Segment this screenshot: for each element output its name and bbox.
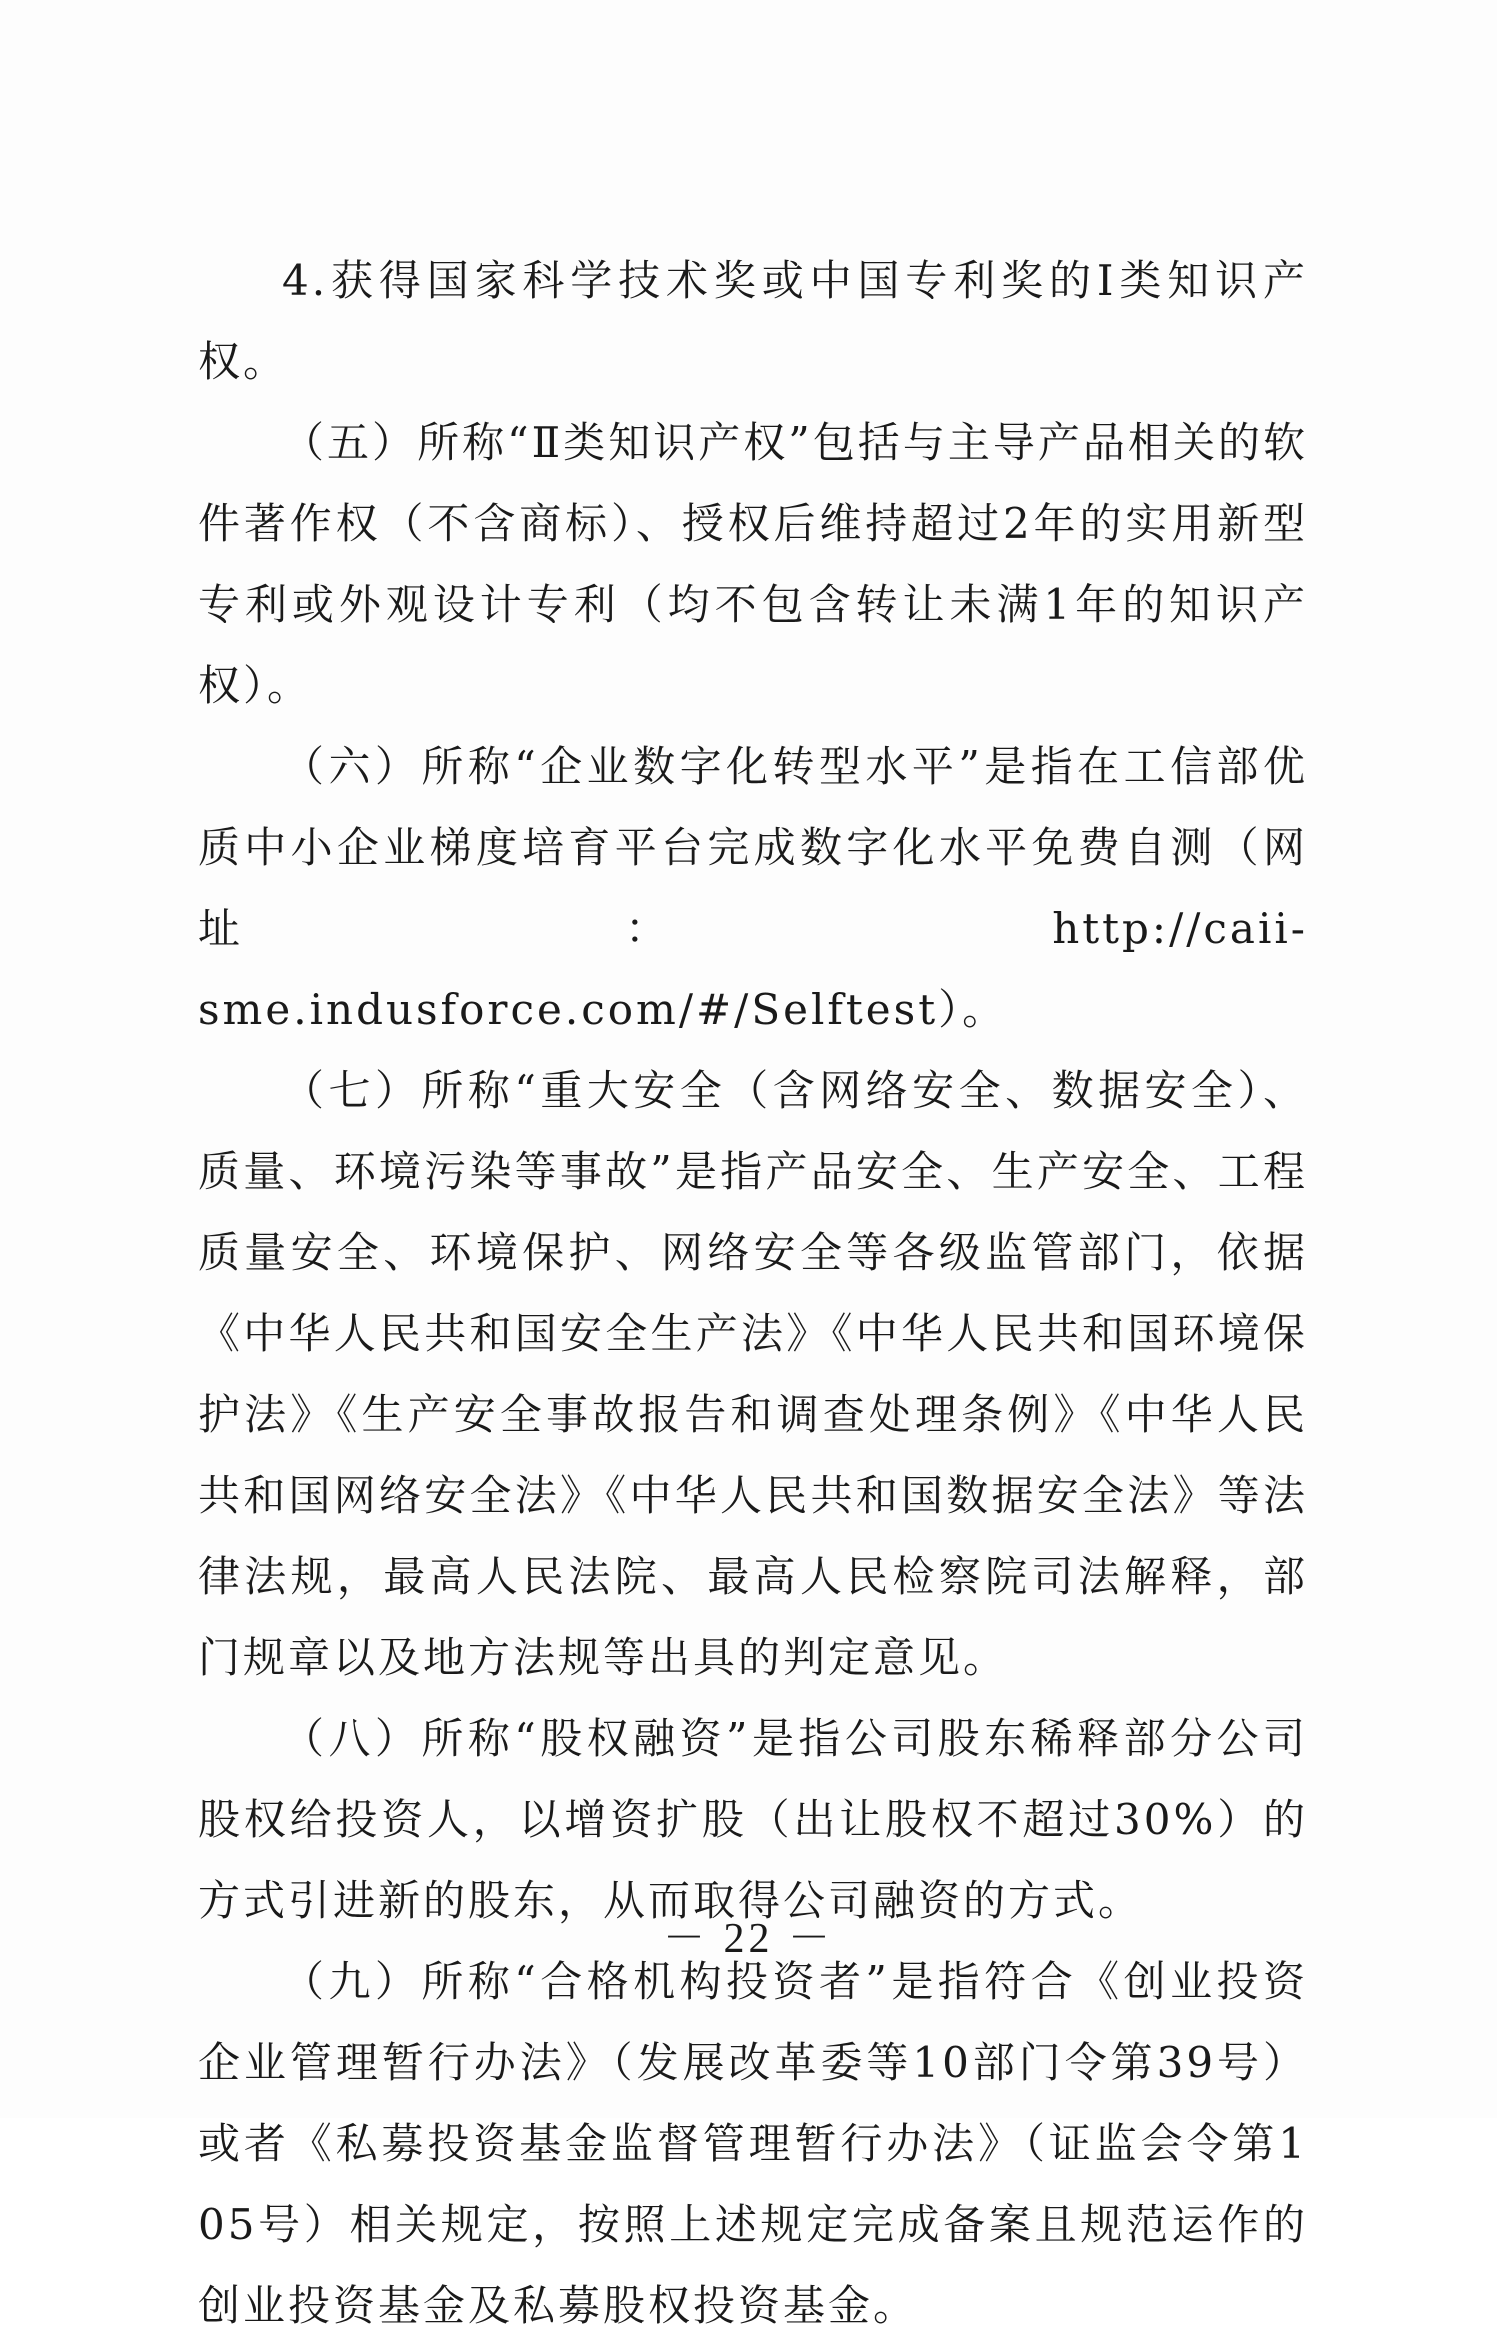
paragraph-section-7: （七）所称“重大安全（含网络安全、数据安全）、质量、环境污染等事故”是指产品安全、生产安全、工程质量安全、环境保护、网络安全等各级监管部门，依据《中华人民共和国安全生产法》《中华人民共和国环境保护法》《生产安全事故报告和调查处理条例》《中华人民共和国网络安全法》《中华人民共和国数据安全法》等法律法规，最高人民法院、最高人民检察院司法解释，部门规章以及地方法规等出具的判定意见。	[198, 1066, 1308, 1682]
paragraph-section-5: （五）所称“Ⅱ类知识产权”包括与主导产品相关的软件著作权（不含商标）、授权后维持超过2年的实用新型专利或外观设计专利（均不包含转让未满1年的知识产权）。	[198, 418, 1308, 710]
page-number: － 22 －	[662, 1916, 834, 1962]
paragraph-section-9: （九）所称“合格机构投资者”是指符合《创业投资企业管理暂行办法》（发展改革委等10部门令第39号）或者《私募投资基金监督管理暂行办法》（证监会令第105号）相关规定，按照上述规定完成备案且规范运作的创业投资基金及私募股权投资基金。	[198, 1957, 1308, 2330]
paragraph-section-8: （八）所称“股权融资”是指公司股东稀释部分公司股权给投资人，以增资扩股（出让股权不超过30%）的方式引进新的股东，从而取得公司融资的方式。	[198, 1714, 1308, 1925]
document-body	[198, 240, 1308, 2346]
paragraph-section-6: （六）所称“企业数字化转型水平”是指在工信部优质中小企业梯度培育平台完成数字化水平免费自测（网址：http://caii-sme.indusforce.com/#/Selftest）。	[198, 742, 1308, 1034]
paragraph-item-4: 4.获得国家科学技术奖或中国专利奖的Ⅰ类知识产权。	[198, 256, 1308, 386]
